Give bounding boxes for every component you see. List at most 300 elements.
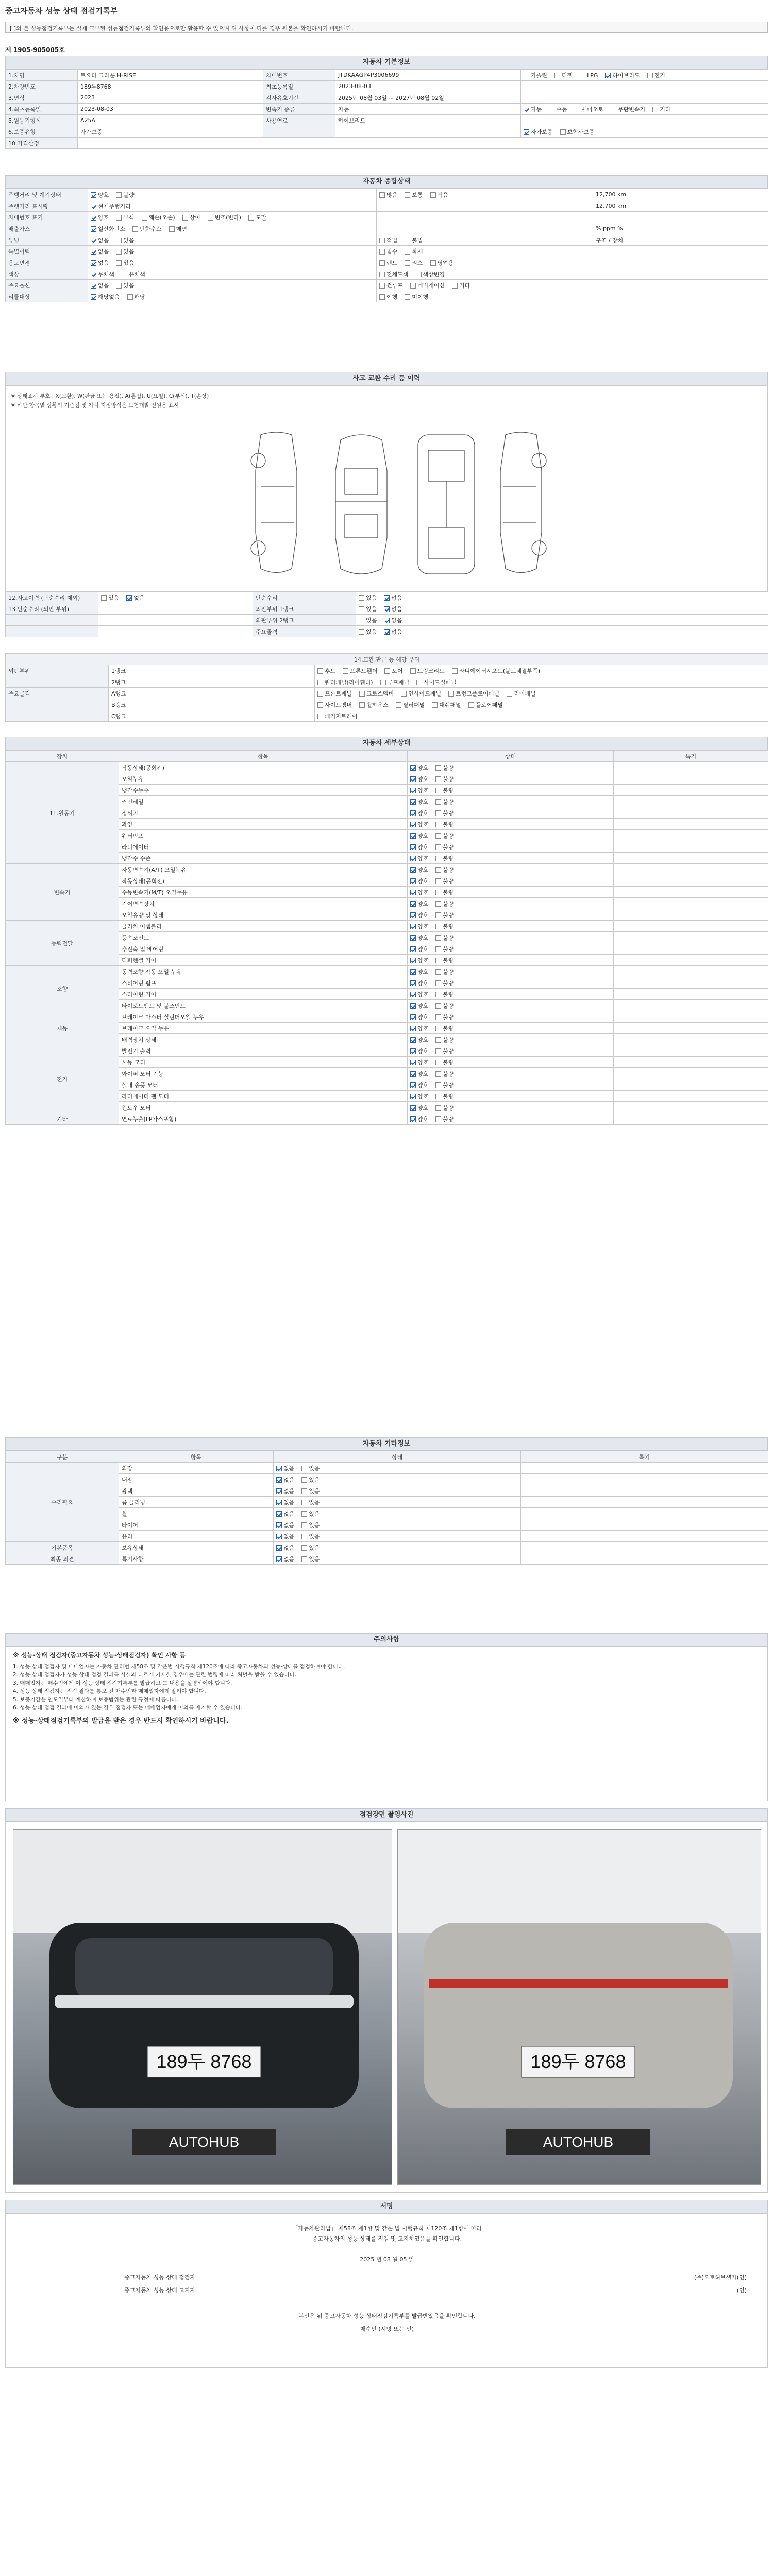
option[interactable]: [435, 945, 453, 953]
checkbox-icon[interactable]: [410, 969, 416, 975]
checkbox-icon[interactable]: [379, 238, 385, 243]
option[interactable]: [396, 701, 425, 709]
checkbox-icon[interactable]: [435, 856, 441, 861]
option[interactable]: [384, 616, 402, 624]
checkbox-icon[interactable]: [91, 283, 96, 289]
option[interactable]: [435, 911, 453, 919]
checkbox-icon[interactable]: [410, 1026, 416, 1031]
option[interactable]: [410, 900, 428, 908]
option[interactable]: [524, 105, 542, 113]
option[interactable]: [410, 911, 428, 919]
checkbox-icon[interactable]: [276, 1556, 282, 1562]
option[interactable]: [301, 1521, 320, 1529]
option[interactable]: [91, 293, 120, 301]
option[interactable]: [416, 678, 457, 686]
option[interactable]: [452, 281, 470, 290]
checkbox-icon[interactable]: [91, 238, 96, 243]
option[interactable]: [101, 594, 119, 602]
option[interactable]: [169, 225, 187, 233]
checkbox-icon[interactable]: [435, 1037, 441, 1043]
checkbox-icon[interactable]: [276, 1534, 282, 1539]
option[interactable]: [435, 1092, 453, 1100]
option[interactable]: [410, 888, 428, 896]
option[interactable]: [116, 236, 134, 244]
option[interactable]: [276, 1487, 294, 1495]
checkbox-icon[interactable]: [410, 1116, 416, 1122]
checkbox-icon[interactable]: [435, 822, 441, 827]
checkbox-icon[interactable]: [405, 249, 410, 255]
option[interactable]: [410, 798, 428, 806]
option[interactable]: [127, 293, 145, 301]
option[interactable]: [359, 605, 377, 613]
option[interactable]: [435, 956, 453, 964]
checkbox-icon[interactable]: [359, 702, 365, 708]
checkbox-icon[interactable]: [384, 606, 390, 612]
checkbox-icon[interactable]: [301, 1545, 307, 1551]
checkbox-icon[interactable]: [435, 844, 441, 850]
option[interactable]: [416, 270, 445, 278]
checkbox-icon[interactable]: [208, 215, 213, 221]
option[interactable]: [301, 1464, 320, 1472]
option[interactable]: [91, 191, 109, 199]
checkbox-icon[interactable]: [435, 890, 441, 895]
checkbox-icon[interactable]: [435, 924, 441, 929]
checkbox-icon[interactable]: [435, 912, 441, 918]
option[interactable]: [379, 191, 397, 199]
checkbox-icon[interactable]: [359, 595, 364, 601]
option[interactable]: [380, 678, 410, 686]
checkbox-icon[interactable]: [276, 1477, 282, 1483]
checkbox-icon[interactable]: [430, 192, 436, 198]
checkbox-icon[interactable]: [410, 867, 416, 873]
option[interactable]: [468, 701, 503, 709]
option[interactable]: [410, 843, 428, 851]
option[interactable]: [410, 934, 428, 942]
option[interactable]: [410, 832, 428, 840]
option[interactable]: [317, 712, 358, 720]
checkbox-icon[interactable]: [410, 1105, 416, 1111]
checkbox-icon[interactable]: [410, 958, 416, 963]
option[interactable]: [435, 877, 453, 885]
checkbox-icon[interactable]: [430, 260, 436, 266]
option[interactable]: [410, 854, 428, 862]
checkbox-icon[interactable]: [359, 691, 365, 697]
checkbox-icon[interactable]: [126, 595, 132, 601]
checkbox-icon[interactable]: [132, 226, 138, 232]
checkbox-icon[interactable]: [605, 73, 611, 78]
option[interactable]: [126, 594, 144, 602]
option[interactable]: [276, 1464, 294, 1472]
option[interactable]: [435, 843, 453, 851]
checkbox-icon[interactable]: [379, 283, 385, 289]
checkbox-icon[interactable]: [410, 878, 416, 884]
option[interactable]: [91, 270, 114, 278]
checkbox-icon[interactable]: [410, 1037, 416, 1043]
checkbox-icon[interactable]: [435, 1116, 441, 1122]
checkbox-icon[interactable]: [116, 249, 122, 255]
option[interactable]: [435, 1047, 453, 1055]
option[interactable]: [554, 71, 573, 79]
option[interactable]: [359, 701, 389, 709]
checkbox-icon[interactable]: [435, 992, 441, 997]
checkbox-icon[interactable]: [410, 1014, 416, 1020]
option[interactable]: [410, 945, 428, 953]
option[interactable]: [410, 956, 428, 964]
checkbox-icon[interactable]: [549, 107, 554, 112]
option[interactable]: [276, 1555, 294, 1563]
option[interactable]: [401, 689, 441, 698]
checkbox-icon[interactable]: [380, 680, 386, 685]
checkbox-icon[interactable]: [435, 776, 441, 782]
option[interactable]: [410, 979, 428, 987]
checkbox-icon[interactable]: [116, 283, 122, 289]
option[interactable]: [379, 281, 403, 290]
checkbox-icon[interactable]: [384, 618, 390, 623]
option[interactable]: [379, 236, 397, 244]
option[interactable]: [435, 764, 453, 772]
checkbox-icon[interactable]: [410, 1060, 416, 1065]
checkbox-icon[interactable]: [317, 668, 323, 674]
option[interactable]: [410, 764, 428, 772]
checkbox-icon[interactable]: [379, 294, 385, 300]
checkbox-icon[interactable]: [410, 844, 416, 850]
checkbox-icon[interactable]: [575, 107, 580, 112]
option[interactable]: [116, 191, 134, 199]
checkbox-icon[interactable]: [405, 260, 410, 266]
checkbox-icon[interactable]: [301, 1477, 307, 1483]
checkbox-icon[interactable]: [432, 702, 438, 708]
option[interactable]: [379, 270, 409, 278]
option[interactable]: [410, 1081, 428, 1089]
checkbox-icon[interactable]: [554, 73, 560, 78]
checkbox-icon[interactable]: [276, 1500, 282, 1505]
option[interactable]: [116, 281, 134, 290]
checkbox-icon[interactable]: [435, 765, 441, 771]
option[interactable]: [432, 701, 461, 709]
checkbox-icon[interactable]: [379, 249, 385, 255]
option[interactable]: [435, 900, 453, 908]
option[interactable]: [405, 236, 423, 244]
checkbox-icon[interactable]: [410, 799, 416, 805]
checkbox-icon[interactable]: [410, 776, 416, 782]
option[interactable]: [301, 1487, 320, 1495]
option[interactable]: [430, 259, 454, 267]
option[interactable]: [405, 247, 423, 256]
checkbox-icon[interactable]: [524, 73, 529, 78]
checkbox-icon[interactable]: [301, 1466, 307, 1471]
option[interactable]: [435, 1024, 453, 1032]
option[interactable]: [435, 1013, 453, 1021]
option[interactable]: [301, 1555, 320, 1563]
checkbox-icon[interactable]: [647, 73, 653, 78]
option[interactable]: [301, 1498, 320, 1506]
checkbox-icon[interactable]: [91, 226, 96, 232]
checkbox-icon[interactable]: [410, 1094, 416, 1099]
checkbox-icon[interactable]: [410, 833, 416, 839]
option[interactable]: [435, 1002, 453, 1010]
checkbox-icon[interactable]: [435, 980, 441, 986]
option[interactable]: [435, 854, 453, 862]
checkbox-icon[interactable]: [301, 1500, 307, 1505]
checkbox-icon[interactable]: [435, 810, 441, 816]
checkbox-icon[interactable]: [452, 283, 458, 289]
option[interactable]: [452, 667, 540, 675]
option[interactable]: [605, 71, 640, 79]
checkbox-icon[interactable]: [410, 668, 416, 674]
option[interactable]: [410, 1115, 428, 1123]
option[interactable]: [410, 281, 445, 290]
option[interactable]: [560, 128, 595, 136]
checkbox-icon[interactable]: [410, 765, 416, 771]
checkbox-icon[interactable]: [317, 702, 323, 708]
option[interactable]: [384, 605, 402, 613]
checkbox-icon[interactable]: [301, 1534, 307, 1539]
option[interactable]: [359, 628, 377, 636]
checkbox-icon[interactable]: [410, 1003, 416, 1009]
checkbox-icon[interactable]: [359, 606, 364, 612]
checkbox-icon[interactable]: [91, 204, 96, 209]
checkbox-icon[interactable]: [410, 822, 416, 827]
option[interactable]: [384, 667, 402, 675]
option[interactable]: [524, 71, 547, 79]
option[interactable]: [435, 1115, 453, 1123]
checkbox-icon[interactable]: [91, 260, 96, 266]
checkbox-icon[interactable]: [405, 294, 410, 300]
checkbox-icon[interactable]: [301, 1556, 307, 1562]
checkbox-icon[interactable]: [301, 1522, 307, 1528]
option[interactable]: [276, 1476, 294, 1484]
checkbox-icon[interactable]: [524, 107, 529, 112]
checkbox-icon[interactable]: [169, 226, 175, 232]
option[interactable]: [410, 1036, 428, 1044]
checkbox-icon[interactable]: [317, 680, 323, 685]
checkbox-icon[interactable]: [116, 215, 122, 221]
option[interactable]: [435, 1070, 453, 1078]
checkbox-icon[interactable]: [343, 668, 348, 674]
checkbox-icon[interactable]: [142, 215, 147, 221]
option[interactable]: [142, 213, 175, 222]
option[interactable]: [208, 213, 241, 222]
option[interactable]: [132, 225, 162, 233]
checkbox-icon[interactable]: [410, 935, 416, 941]
checkbox-icon[interactable]: [652, 107, 658, 112]
checkbox-icon[interactable]: [317, 691, 323, 697]
option[interactable]: [410, 809, 428, 817]
option[interactable]: [116, 247, 134, 256]
option[interactable]: [91, 225, 125, 233]
option[interactable]: [435, 809, 453, 817]
option[interactable]: [507, 689, 536, 698]
checkbox-icon[interactable]: [435, 935, 441, 941]
checkbox-icon[interactable]: [276, 1466, 282, 1471]
checkbox-icon[interactable]: [435, 1060, 441, 1065]
option[interactable]: [524, 128, 553, 136]
option[interactable]: [384, 628, 402, 636]
option[interactable]: [435, 922, 453, 930]
checkbox-icon[interactable]: [435, 1026, 441, 1031]
checkbox-icon[interactable]: [276, 1488, 282, 1494]
checkbox-icon[interactable]: [410, 856, 416, 861]
checkbox-icon[interactable]: [416, 272, 422, 277]
option[interactable]: [448, 689, 499, 698]
option[interactable]: [410, 820, 428, 828]
checkbox-icon[interactable]: [435, 799, 441, 805]
checkbox-icon[interactable]: [410, 890, 416, 895]
option[interactable]: [410, 1024, 428, 1032]
option[interactable]: [379, 293, 397, 301]
option[interactable]: [405, 293, 428, 301]
checkbox-icon[interactable]: [410, 1082, 416, 1088]
checkbox-icon[interactable]: [182, 215, 188, 221]
checkbox-icon[interactable]: [276, 1545, 282, 1551]
option[interactable]: [122, 270, 145, 278]
option[interactable]: [410, 1092, 428, 1100]
option[interactable]: [410, 922, 428, 930]
checkbox-icon[interactable]: [410, 283, 416, 289]
checkbox-icon[interactable]: [410, 788, 416, 793]
checkbox-icon[interactable]: [410, 980, 416, 986]
option[interactable]: [317, 689, 352, 698]
checkbox-icon[interactable]: [410, 912, 416, 918]
option[interactable]: [276, 1521, 294, 1529]
option[interactable]: [430, 191, 448, 199]
option[interactable]: [435, 820, 453, 828]
option[interactable]: [276, 1532, 294, 1540]
option[interactable]: [611, 105, 645, 113]
checkbox-icon[interactable]: [379, 272, 385, 277]
option[interactable]: [276, 1544, 294, 1552]
option[interactable]: [435, 1058, 453, 1066]
checkbox-icon[interactable]: [384, 668, 390, 674]
checkbox-icon[interactable]: [435, 833, 441, 839]
checkbox-icon[interactable]: [359, 618, 364, 623]
checkbox-icon[interactable]: [116, 260, 122, 266]
option[interactable]: [91, 247, 109, 256]
option[interactable]: [359, 616, 377, 624]
option[interactable]: [343, 667, 377, 675]
checkbox-icon[interactable]: [410, 1071, 416, 1077]
checkbox-icon[interactable]: [435, 1048, 441, 1054]
option[interactable]: [317, 678, 373, 686]
checkbox-icon[interactable]: [91, 272, 96, 277]
checkbox-icon[interactable]: [416, 680, 422, 685]
checkbox-icon[interactable]: [435, 1003, 441, 1009]
option[interactable]: [410, 1070, 428, 1078]
checkbox-icon[interactable]: [507, 691, 512, 697]
option[interactable]: [575, 105, 604, 113]
checkbox-icon[interactable]: [91, 249, 96, 255]
checkbox-icon[interactable]: [611, 107, 616, 112]
checkbox-icon[interactable]: [410, 1048, 416, 1054]
checkbox-icon[interactable]: [435, 946, 441, 952]
option[interactable]: [549, 105, 567, 113]
option[interactable]: [435, 1081, 453, 1089]
option[interactable]: [435, 786, 453, 794]
checkbox-icon[interactable]: [101, 595, 107, 601]
option[interactable]: [435, 990, 453, 998]
checkbox-icon[interactable]: [276, 1522, 282, 1528]
option[interactable]: [435, 798, 453, 806]
checkbox-icon[interactable]: [410, 924, 416, 929]
checkbox-icon[interactable]: [560, 129, 566, 135]
checkbox-icon[interactable]: [384, 595, 390, 601]
checkbox-icon[interactable]: [91, 192, 96, 198]
checkbox-icon[interactable]: [301, 1488, 307, 1494]
checkbox-icon[interactable]: [359, 629, 364, 635]
checkbox-icon[interactable]: [435, 1105, 441, 1111]
checkbox-icon[interactable]: [317, 714, 323, 719]
option[interactable]: [410, 1104, 428, 1112]
option[interactable]: [435, 888, 453, 896]
checkbox-icon[interactable]: [435, 878, 441, 884]
option[interactable]: [410, 877, 428, 885]
checkbox-icon[interactable]: [91, 215, 96, 221]
option[interactable]: [91, 236, 109, 244]
option[interactable]: [410, 968, 428, 976]
option[interactable]: [435, 775, 453, 783]
checkbox-icon[interactable]: [410, 810, 416, 816]
option[interactable]: [435, 832, 453, 840]
checkbox-icon[interactable]: [401, 691, 407, 697]
checkbox-icon[interactable]: [435, 958, 441, 963]
checkbox-icon[interactable]: [91, 294, 96, 300]
checkbox-icon[interactable]: [248, 215, 254, 221]
option[interactable]: [248, 213, 266, 222]
option[interactable]: [276, 1498, 294, 1506]
checkbox-icon[interactable]: [379, 260, 385, 266]
option[interactable]: [410, 990, 428, 998]
option[interactable]: [317, 701, 352, 709]
checkbox-icon[interactable]: [435, 867, 441, 873]
checkbox-icon[interactable]: [276, 1511, 282, 1517]
checkbox-icon[interactable]: [435, 969, 441, 975]
option[interactable]: [405, 191, 423, 199]
checkbox-icon[interactable]: [379, 192, 385, 198]
checkbox-icon[interactable]: [435, 1094, 441, 1099]
option[interactable]: [116, 213, 134, 222]
option[interactable]: [410, 1013, 428, 1021]
checkbox-icon[interactable]: [435, 1071, 441, 1077]
option[interactable]: [379, 259, 397, 267]
option[interactable]: [182, 213, 200, 222]
checkbox-icon[interactable]: [410, 946, 416, 952]
option[interactable]: [435, 979, 453, 987]
option[interactable]: [301, 1532, 320, 1540]
option[interactable]: [410, 866, 428, 874]
option[interactable]: [580, 72, 598, 79]
option[interactable]: [435, 968, 453, 976]
checkbox-icon[interactable]: [116, 192, 122, 198]
checkbox-icon[interactable]: [435, 1082, 441, 1088]
option[interactable]: [91, 202, 131, 210]
option[interactable]: [435, 1036, 453, 1044]
checkbox-icon[interactable]: [524, 129, 529, 135]
option[interactable]: [276, 1510, 294, 1518]
option[interactable]: [435, 934, 453, 942]
option[interactable]: [647, 71, 665, 79]
checkbox-icon[interactable]: [435, 788, 441, 793]
option[interactable]: [435, 866, 453, 874]
option[interactable]: [410, 786, 428, 794]
option[interactable]: [410, 1002, 428, 1010]
option[interactable]: [410, 1047, 428, 1055]
checkbox-icon[interactable]: [116, 238, 122, 243]
option[interactable]: [317, 667, 335, 675]
checkbox-icon[interactable]: [410, 901, 416, 907]
option[interactable]: [116, 259, 134, 267]
option[interactable]: [301, 1510, 320, 1518]
option[interactable]: [652, 105, 670, 113]
